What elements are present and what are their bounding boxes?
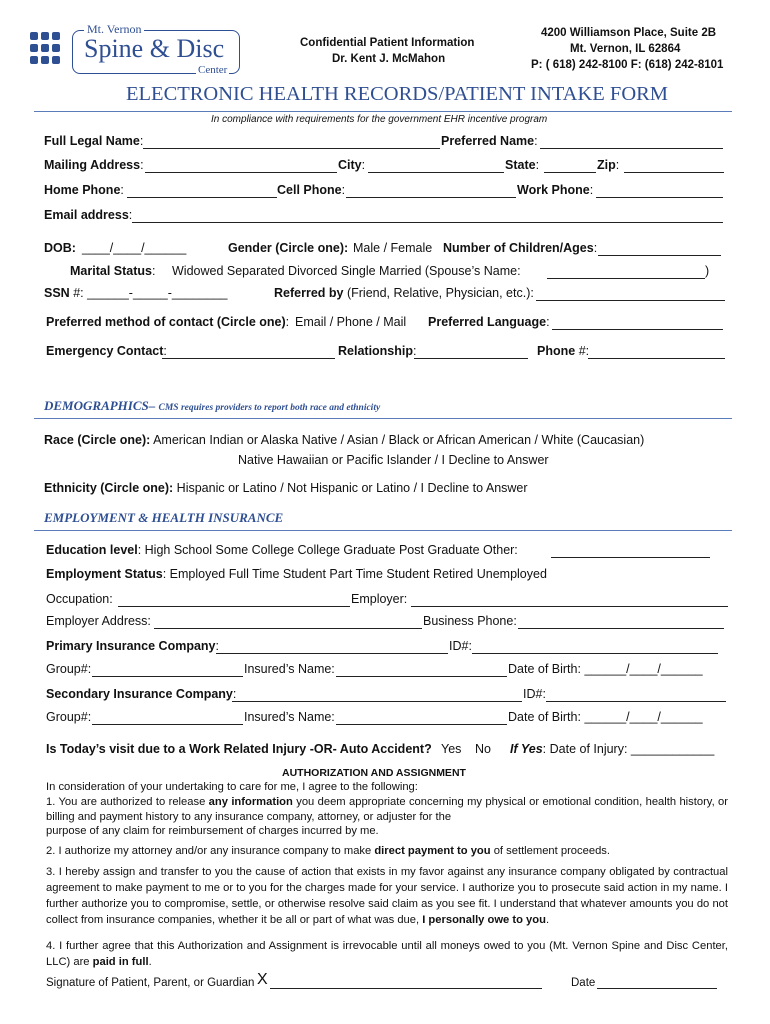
- full-name-label: Full Legal Name:: [44, 134, 144, 148]
- business-phone-label: Business Phone:: [423, 614, 517, 628]
- zip-field[interactable]: [624, 172, 724, 173]
- employer-field[interactable]: [411, 606, 728, 607]
- demographics-heading: DEMOGRAPHICS– CMS requires providers to report both race and ethnicity: [44, 398, 381, 413]
- page-subtitle: In compliance with requirements for the government EHR incentive program: [211, 114, 548, 125]
- authorization-p4: 4. I further agree that this Authorization and Assignment is irrevocable until all moneys owed to you (Mt. Vernon Spine and Disc Center, LLC) are paid in full.: [46, 940, 728, 968]
- secondary-group-field[interactable]: [92, 724, 243, 725]
- language-label: Preferred Language:: [428, 315, 550, 329]
- zip-label: Zip:: [597, 158, 620, 172]
- occupation-label: Occupation:: [46, 592, 113, 606]
- secondary-id-field[interactable]: [546, 701, 726, 702]
- logo-top-text: Mt. Vernon: [84, 22, 144, 37]
- injury-date[interactable]: If Yes: Date of Injury: ____________: [510, 742, 715, 756]
- primary-insurance-field[interactable]: [216, 653, 448, 654]
- marital-options[interactable]: Widowed Separated Divorced Single Married (Spouse’s Name:: [172, 264, 521, 278]
- children-field[interactable]: [598, 255, 721, 256]
- relationship-label: Relationship:: [338, 344, 417, 358]
- logo-main-text: Spine & Disc: [84, 34, 225, 63]
- secondary-insurance-field[interactable]: [232, 701, 522, 702]
- marital-label: Marital Status:: [70, 264, 156, 278]
- preferred-name-field[interactable]: [540, 148, 723, 149]
- authorization-p1: 1. You are authorized to release any information you deem appropriate concerning my physical or emotional condition, health history, or billing and payment history to any insurance company, attorney, or adjuster for the purpose of any claim for reimbursement of charges incurred by me.: [46, 796, 728, 838]
- business-phone-field[interactable]: [518, 628, 724, 629]
- relationship-field[interactable]: [414, 358, 528, 359]
- city-field[interactable]: [368, 172, 504, 173]
- emergency-contact-field[interactable]: [162, 358, 335, 359]
- home-phone-label: Home Phone:: [44, 183, 124, 197]
- primary-insured-dob[interactable]: Date of Birth: ______/____/______: [508, 662, 703, 676]
- secondary-id-label: ID#:: [523, 687, 546, 701]
- doctor-name: Dr. Kent J. McMahon: [332, 53, 446, 65]
- secondary-insured-name-field[interactable]: [336, 724, 507, 725]
- home-phone-field[interactable]: [127, 197, 277, 198]
- primary-id-label: ID#:: [449, 639, 472, 653]
- authorization-heading: AUTHORIZATION AND ASSIGNMENT: [282, 767, 466, 779]
- contact-method-label: Preferred method of contact (Circle one):: [46, 315, 290, 329]
- spouse-close-paren: ): [705, 264, 710, 278]
- phone-label: Phone #:: [537, 344, 590, 358]
- employer-label: Employer:: [351, 592, 408, 606]
- employment-status-row: Employment Status: Employed Full Time Student Part Time Student Retired Unemployed: [46, 567, 547, 581]
- address-line1: 4200 Williamson Place, Suite 2B: [541, 27, 717, 39]
- race-row: Race (Circle one): American Indian or Alaska Native / Asian / Black or African American / White (Caucasian): [44, 433, 645, 447]
- signature-label: Signature of Patient, Parent, or Guardian: [46, 977, 255, 989]
- title-rule: [34, 111, 732, 112]
- education-row: Education level: High School Some College College Graduate Post Graduate Other:: [46, 543, 518, 557]
- signature-field[interactable]: [270, 988, 542, 989]
- signature-x: X: [257, 971, 268, 988]
- employment-options[interactable]: Employed Full Time Student Part Time Student Retired Unemployed: [169, 567, 547, 581]
- referred-label: Referred by (Friend, Relative, Physician, etc.):: [274, 286, 534, 300]
- page-title: ELECTRONIC HEALTH RECORDS/PATIENT INTAKE FORM: [126, 83, 669, 105]
- primary-group-label: Group#:: [46, 662, 92, 676]
- preferred-name-label: Preferred Name:: [441, 134, 538, 148]
- referred-field[interactable]: [536, 300, 725, 301]
- city-label: City:: [338, 158, 366, 172]
- cell-phone-label: Cell Phone:: [277, 183, 346, 197]
- full-name-field[interactable]: [143, 148, 440, 149]
- primary-insured-name-label: Insured’s Name:: [244, 662, 335, 676]
- race-options[interactable]: American Indian or Alaska Native / Asian / Black or African American / White (Caucasian): [153, 433, 645, 447]
- emergency-contact-label: Emergency Contact:: [46, 344, 167, 358]
- dob-label: DOB:: [44, 241, 76, 255]
- race-options-2[interactable]: Native Hawaiian or Pacific Islander / I Decline to Answer: [238, 453, 549, 467]
- gender-label: Gender (Circle one):: [228, 241, 349, 255]
- employment-heading: EMPLOYMENT & HEALTH INSURANCE: [44, 510, 284, 525]
- ssn-label: SSN #: ______-_____-________: [44, 286, 228, 300]
- primary-group-field[interactable]: [92, 676, 243, 677]
- email-field[interactable]: [132, 222, 723, 223]
- gender-options[interactable]: Male / Female: [353, 241, 433, 255]
- emergency-phone-field[interactable]: [588, 358, 725, 359]
- dob-field[interactable]: ____/____/______: [82, 241, 187, 255]
- cell-phone-field[interactable]: [346, 197, 516, 198]
- ethnicity-options[interactable]: Hispanic or Latino / Not Hispanic or Latino / I Decline to Answer: [176, 481, 528, 495]
- logo-icon: [30, 30, 64, 70]
- ethnicity-row: Ethnicity (Circle one): Hispanic or Latino / Not Hispanic or Latino / I Decline to Answer: [44, 481, 528, 495]
- employer-address-field[interactable]: [154, 628, 422, 629]
- mailing-address-label: Mailing Address:: [44, 158, 144, 172]
- occupation-field[interactable]: [118, 606, 350, 607]
- injury-yes[interactable]: Yes: [441, 742, 462, 756]
- education-other-field[interactable]: [551, 557, 710, 558]
- contact-method-options[interactable]: Email / Phone / Mail: [295, 315, 407, 329]
- mailing-address-field[interactable]: [145, 172, 337, 173]
- secondary-insured-name-label: Insured’s Name:: [244, 710, 335, 724]
- confidential-label: Confidential Patient Information: [300, 37, 475, 49]
- demographics-rule: [34, 418, 732, 419]
- language-field[interactable]: [552, 329, 723, 330]
- children-label: Number of Children/Ages:: [443, 241, 598, 255]
- email-label: Email address:: [44, 208, 133, 222]
- injury-no[interactable]: No: [475, 742, 491, 756]
- phone-fax: P: ( 618) 242-8100 F: (618) 242-8101: [531, 59, 724, 71]
- state-field[interactable]: [544, 172, 596, 173]
- education-options[interactable]: High School Some College College Graduate Post Graduate Other:: [144, 543, 518, 557]
- work-phone-field[interactable]: [596, 197, 723, 198]
- secondary-group-label: Group#:: [46, 710, 92, 724]
- work-phone-label: Work Phone:: [517, 183, 594, 197]
- address-line2: Mt. Vernon, IL 62864: [570, 43, 681, 55]
- employment-rule: [34, 530, 732, 531]
- secondary-insurance-label: Secondary Insurance Company:: [46, 687, 237, 701]
- primary-id-field[interactable]: [472, 653, 718, 654]
- state-label: State:: [505, 158, 540, 172]
- injury-question: Is Today’s visit due to a Work Related Injury -OR- Auto Accident?: [46, 742, 432, 756]
- authorization-p3: 3. I hereby assign and transfer to you the cause of action that exists in my favor against any insurance company obligated by contractual agreement to make payment to me or to you for the charges made for your service. I authorize you to prosecute said action in my name. I further authorize you to compromise, settle, or otherwise resolve said claim as you see fit. I understand that whatever amounts you do not collect from insurance companies, whether it be all or part of what was due, I personally owe to you.: [46, 866, 728, 926]
- secondary-insured-dob[interactable]: Date of Birth: ______/____/______: [508, 710, 703, 724]
- authorization-p2: 2. I authorize my attorney and/or any insurance company to make direct payment to you of settlement proceeds.: [46, 845, 610, 857]
- date-label: Date: [571, 977, 596, 989]
- logo-bottom-text: Center: [198, 64, 228, 76]
- date-field[interactable]: [597, 988, 717, 989]
- primary-insured-name-field[interactable]: [336, 676, 507, 677]
- primary-insurance-label: Primary Insurance Company:: [46, 639, 219, 653]
- employer-address-label: Employer Address:: [46, 614, 151, 628]
- authorization-intro: In consideration of your undertaking to care for me, I agree to the following:: [46, 781, 418, 793]
- spouse-name-field[interactable]: [547, 278, 705, 279]
